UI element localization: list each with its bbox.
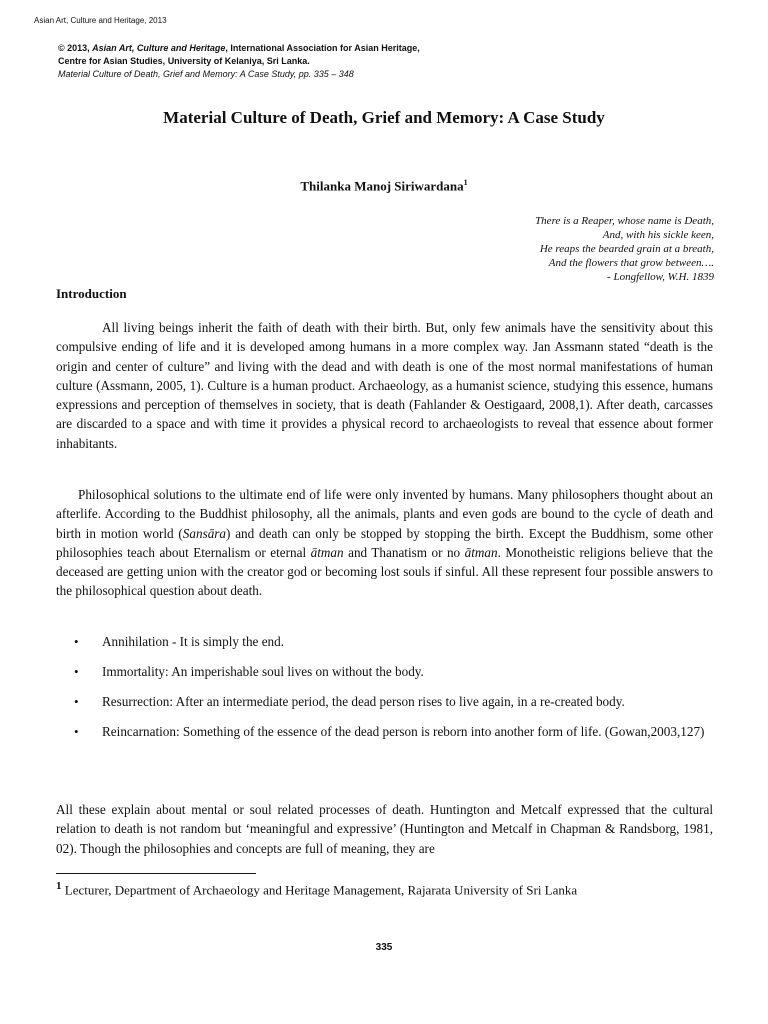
epigraph-attribution: - Longfellow, W.H. 1839: [607, 271, 714, 283]
bullet-icon: •: [74, 634, 79, 649]
epigraph-line: There is a Reaper, whose name is Death,: [535, 215, 714, 227]
page-number: 335: [375, 942, 393, 953]
footnote-text: Lecturer, Department of Archaeology and Heritage Management, Rajarata University of Sri Lanka: [61, 882, 578, 898]
bullet-list: [56, 632, 713, 752]
list-item-text: Reincarnation: Something of the essence of the dead person is reborn into another form of life. (Gowan,2003,127): [102, 724, 705, 739]
paragraph-1: All living beings inherit the faith of death with their birth. But, only few animals have the sensitivity about this compulsive ending of life and it is developed among humans in a more complex way. Jan Assmann stated “death is the origin and center of culture” and living with the dead and with death is one of the most normal manifestations of human culture (Assmann, 2005, 1). Culture is a human product. Archaeology, as a humanist science, studying this essence, humans expressions and perception of themselves in society, that is death (Fahlander & Oestigaard, 2008,1). After death, carcasses are discarded to a space and with time it provides a physical record to archaeologists to reveal that essence about former inhabitants.: [56, 320, 713, 451]
list-item: [56, 722, 713, 741]
term-atman: ātman: [464, 544, 498, 560]
paragraph-2-text: and Thanatism or no: [343, 544, 465, 560]
copyright-journal: Asian Art, Culture and Heritage: [92, 43, 226, 53]
paragraph-2-text: Philosophical solutions to the ultimate end of life were only invented by humans. Many philosophers thought about an afterlife. According to the Buddhist philosophy, all the animals, plants and even gods are bound to the cycle of death and birth in motion world (: [56, 487, 713, 541]
author-name: Thilanka Manoj Siriwardana: [300, 178, 464, 194]
author-line: [0, 178, 768, 194]
list-item-text: Resurrection: After an intermediate period, the dead person rises to live again, in a re-created body.: [102, 694, 625, 709]
copyright-line2: Centre for Asian Studies, University of Kelaniya, Sri Lanka.: [58, 56, 310, 66]
epigraph-line: And the flowers that grow between….: [548, 257, 714, 269]
list-item: [56, 692, 713, 711]
epigraph: [535, 214, 714, 284]
term-atman: ātman: [310, 544, 344, 560]
article-title: Material Culture of Death, Grief and Memory: A Case Study: [163, 108, 605, 127]
bullet-icon: •: [74, 664, 79, 679]
paragraph-3: All these explain about mental or soul related processes of death. Huntington and Metcalf expressed that the cultural relation to death is not random but ‘meaningful and expressive’ (Huntington and Metcalf in Chapman & Randsborg, 1981, 02). Though the philosophies and concepts are full of meaning, they are: [56, 802, 713, 856]
paragraph-2-text: ) and death can only be stopped by stopping the birth. Except the Buddhism, some other philosophies teach about Eternalism or eternal: [56, 525, 713, 560]
section-heading: Introduction: [56, 286, 127, 301]
copyright-block: [58, 42, 420, 81]
paragraph-2: [56, 485, 713, 601]
list-item: [56, 662, 713, 681]
list-item: [56, 632, 713, 651]
bullet-icon: •: [74, 724, 79, 739]
paragraph-2-text: . Monotheistic religions believe that the deceased are getting union with the creator god or becoming lost souls if sinful. All these represent four possible answers to the philosophical question about death.: [56, 544, 713, 599]
epigraph-line: And, with his sickle keen,: [602, 229, 714, 241]
copyright-rest: , International Association for Asian Heritage,: [225, 43, 420, 53]
citation-line: Material Culture of Death, Grief and Memory: A Case Study, pp. 335 – 348: [58, 69, 354, 79]
footnote-divider: [56, 873, 256, 874]
epigraph-line: He reaps the bearded grain at a breath,: [539, 243, 714, 255]
footnote: [56, 880, 577, 898]
running-head: Asian Art, Culture and Heritage, 2013: [34, 16, 167, 25]
list-item-text: Immortality: An imperishable soul lives on without the body.: [102, 664, 424, 679]
copyright-prefix: © 2013,: [58, 43, 93, 53]
bullet-icon: •: [74, 694, 79, 709]
footnote-mark: 1: [56, 880, 62, 892]
author-footnote-mark: 1: [463, 178, 468, 187]
list-item-text: Annihilation - It is simply the end.: [102, 634, 285, 649]
term-sansara: Sansāra: [182, 525, 227, 541]
